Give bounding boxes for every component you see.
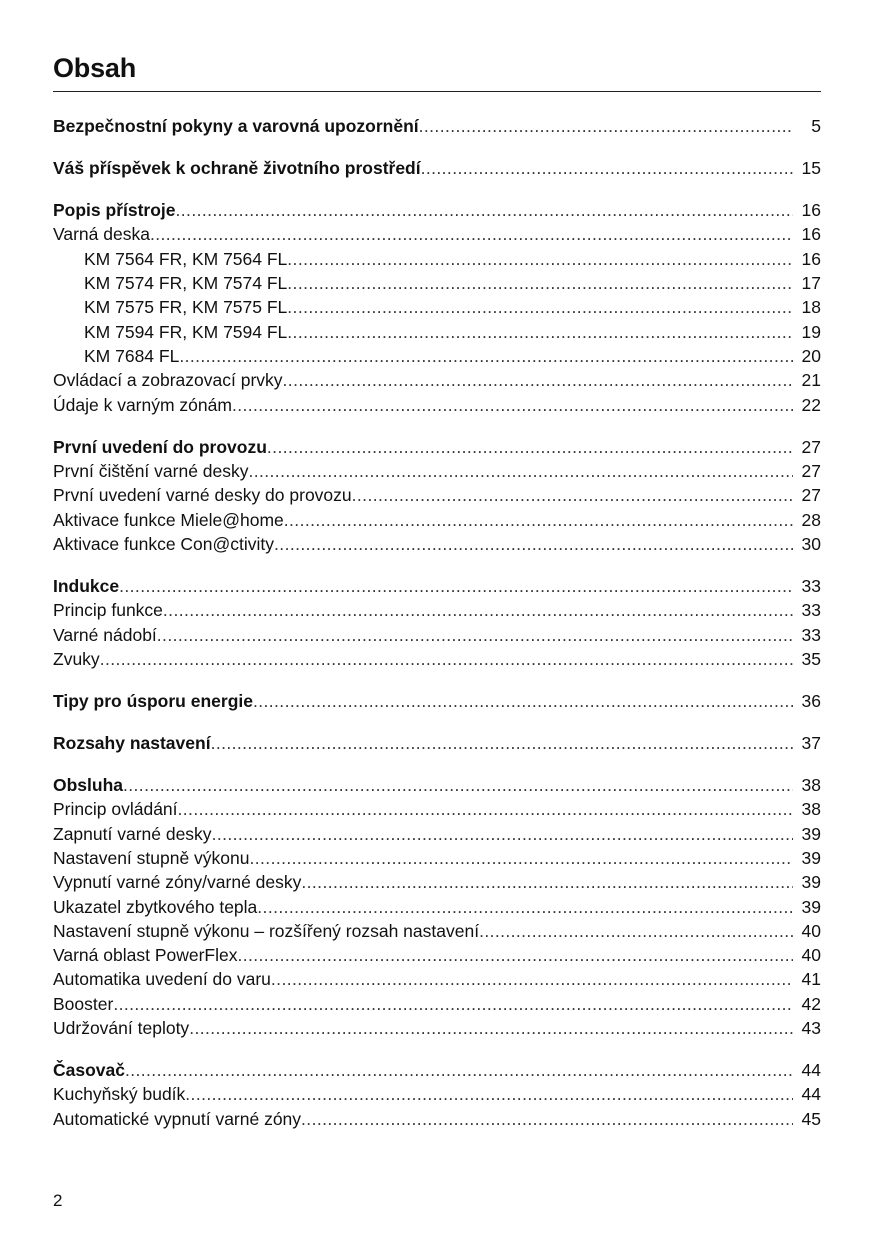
toc-entry-page: 17 (801, 273, 821, 294)
toc-entry-page: 33 (801, 624, 821, 645)
toc-entry[interactable] (53, 393, 821, 417)
dot-leader (284, 508, 793, 532)
toc-section (53, 1058, 821, 1131)
toc-entry-title: Booster (53, 993, 114, 1014)
dot-leader (421, 156, 793, 180)
toc-subentry[interactable] (53, 295, 821, 319)
toc-heading-entry[interactable] (53, 731, 821, 755)
toc-entry-title: Princip ovládání (53, 799, 178, 820)
toc-entry-page: 44 (801, 1084, 821, 1105)
toc-entry-title: Časovač (53, 1060, 125, 1081)
dot-leader (274, 532, 792, 556)
toc-entry[interactable] (53, 797, 821, 821)
toc-entry-page: 20 (801, 345, 821, 366)
toc-entry-title: Varné nádobí (53, 624, 157, 645)
toc-entry-title: Váš příspěvek k ochraně životního prostředí (53, 158, 421, 179)
toc-entry-title: Indukce (53, 575, 120, 596)
toc-entry[interactable] (53, 967, 821, 991)
toc-entry-page: 39 (801, 896, 821, 917)
toc-entry-page: 19 (801, 321, 821, 342)
dot-leader (267, 435, 793, 459)
toc-entry-page: 39 (801, 848, 821, 868)
toc-section (53, 689, 821, 713)
toc-entry-page: 39 (801, 872, 821, 893)
toc-entry-page: 16 (801, 248, 821, 269)
toc-entry-page: 21 (801, 370, 821, 391)
toc-heading-entry[interactable] (53, 114, 821, 138)
toc-section (53, 773, 821, 1040)
toc-entry-page: 35 (801, 648, 821, 669)
toc-entry[interactable] (53, 532, 821, 556)
dot-leader (253, 689, 793, 713)
toc-entry-title: KM 7684 FL (84, 345, 180, 366)
toc-subentry[interactable] (53, 344, 821, 368)
toc-entry-page: 43 (801, 1018, 821, 1039)
toc-entry-title: KM 7564 FR, KM 7564 FL (84, 248, 288, 269)
toc-entry-page: 38 (801, 775, 821, 796)
toc-entry[interactable] (53, 598, 821, 622)
toc-section (53, 114, 821, 138)
toc-entry[interactable] (53, 895, 821, 919)
toc-heading-entry[interactable] (53, 198, 821, 222)
toc-entry-page: 33 (801, 575, 821, 596)
dot-leader (271, 967, 793, 991)
toc-entry-page: 37 (801, 733, 821, 754)
toc-entry-title: KM 7594 FR, KM 7594 FL (84, 321, 288, 342)
toc-entry-title: První čištění varné desky (53, 460, 249, 481)
toc-entry[interactable] (53, 623, 821, 647)
toc-entry-page: 41 (801, 969, 821, 990)
toc-section (53, 574, 821, 671)
dot-leader (157, 623, 793, 647)
toc-entry[interactable] (53, 1016, 821, 1040)
toc-heading-entry[interactable] (53, 574, 821, 598)
dot-leader (287, 247, 792, 271)
toc-entry-title: Údaje k varným zónám (53, 394, 232, 415)
toc-heading-entry[interactable] (53, 435, 821, 459)
toc-entry-page: 40 (801, 945, 821, 966)
toc-section (53, 198, 821, 417)
toc-heading-entry[interactable] (53, 1058, 821, 1082)
toc-heading-entry[interactable] (53, 773, 821, 797)
toc-entry-page: 33 (801, 600, 821, 621)
toc-entry-page: 44 (801, 1060, 821, 1081)
toc-section (53, 435, 821, 556)
toc-entry[interactable] (53, 846, 821, 870)
dot-leader (185, 1082, 792, 1106)
toc-entry-title: Obsluha (53, 775, 124, 796)
toc-entry[interactable] (53, 222, 821, 246)
dot-leader (211, 731, 793, 755)
toc-entry-page: 22 (801, 394, 821, 415)
dot-leader (178, 797, 793, 821)
dot-leader (163, 598, 793, 622)
toc-entry-page: 28 (801, 509, 821, 530)
dot-leader (179, 344, 792, 368)
toc-entry-page: 27 (801, 460, 821, 481)
page-number: 2 (53, 1191, 63, 1210)
toc-entry-page: 5 (811, 116, 821, 136)
toc-entry[interactable] (53, 1107, 821, 1131)
toc-entry-title: Ovládací a zobrazovací prvky (53, 370, 283, 391)
toc-subentry[interactable] (53, 271, 821, 295)
toc-entry-page: 30 (801, 533, 821, 554)
toc-entry-title: Popis přístroje (53, 200, 176, 221)
dot-leader (287, 295, 792, 319)
dot-leader (287, 271, 792, 295)
toc-entry-title: Varná deska (53, 224, 150, 245)
toc-entry[interactable] (53, 1082, 821, 1106)
dot-leader (249, 459, 793, 483)
dot-leader (419, 114, 793, 138)
dot-leader (352, 483, 793, 507)
dot-leader (189, 1016, 792, 1040)
toc-entry-title: Ukazatel zbytkového tepla (53, 896, 258, 917)
toc-entry-page: 16 (801, 200, 821, 221)
dot-leader (287, 320, 792, 344)
toc-entry-page: 36 (801, 690, 821, 711)
title-divider (53, 91, 821, 92)
dot-leader (301, 1107, 792, 1131)
toc-entry-title: Zapnutí varné desky (53, 823, 212, 844)
toc-entry[interactable] (53, 459, 821, 483)
toc-entry[interactable] (53, 992, 821, 1016)
toc-entry-title: První uvedení do provozu (53, 436, 267, 457)
toc-entry-title: KM 7575 FR, KM 7575 FL (84, 297, 288, 318)
toc-entry-page: 38 (801, 799, 821, 820)
dot-leader (125, 1058, 793, 1082)
toc-section (53, 156, 821, 180)
toc-entry[interactable] (53, 943, 821, 967)
toc-entry-title: Automatické vypnutí varné zóny (53, 1108, 302, 1129)
toc-entry-title: Tipy pro úsporu energie (53, 690, 253, 711)
toc-entry-title: První uvedení varné desky do provozu (53, 485, 352, 506)
toc-entry-title: Aktivace funkce Miele@home (53, 509, 284, 530)
toc-entry-title: Bezpečnostní pokyny a varovná upozornění (53, 116, 419, 136)
toc-entry[interactable] (53, 870, 821, 894)
page-title: Obsah (53, 53, 137, 83)
toc-entry-page: 27 (801, 485, 821, 506)
toc-entry-title: Nastavení stupně výkonu – rozšířený rozsah nastavení (53, 920, 480, 941)
toc-entry-page: 18 (801, 297, 821, 318)
dot-leader (119, 574, 792, 598)
dot-leader (123, 773, 793, 797)
dot-leader (250, 846, 793, 870)
dot-leader (283, 368, 793, 392)
toc-subentry[interactable] (53, 247, 821, 271)
toc-entry-page: 45 (801, 1108, 821, 1129)
dot-leader (100, 647, 793, 671)
toc-entry-title: KM 7574 FR, KM 7574 FL (84, 273, 288, 294)
toc-entry-title: Udržování teploty (53, 1018, 190, 1039)
toc-entry[interactable] (53, 919, 821, 943)
toc-entry-title: Rozsahy nastavení (53, 733, 211, 754)
dot-leader (301, 870, 792, 894)
toc-entry-title: Zvuky (53, 648, 100, 669)
toc-entry-page: 40 (801, 920, 821, 941)
toc-entry-title: Vypnutí varné zóny/varné desky (53, 872, 302, 893)
dot-leader (257, 895, 792, 919)
dot-leader (238, 943, 793, 967)
toc-subentry[interactable] (53, 320, 821, 344)
dot-leader (113, 992, 792, 1016)
table-of-contents (53, 114, 821, 1149)
toc-entry-title: Kuchyňský budík (53, 1084, 186, 1105)
dot-leader (232, 393, 793, 417)
toc-entry[interactable] (53, 483, 821, 507)
dot-leader (176, 198, 793, 222)
toc-entry-title: Aktivace funkce Con@ctivity (53, 533, 275, 554)
dot-leader (150, 222, 793, 246)
dot-leader (212, 822, 793, 846)
toc-entry[interactable] (53, 822, 821, 846)
toc-entry-title: Varná oblast PowerFlex (53, 945, 238, 966)
toc-entry-page: 27 (801, 436, 821, 457)
toc-entry-page: 42 (801, 993, 821, 1014)
toc-entry-page: 39 (801, 823, 821, 844)
toc-entry[interactable] (53, 647, 821, 671)
toc-heading-entry[interactable] (53, 689, 821, 713)
toc-entry-title: Princip funkce (53, 600, 163, 621)
dot-leader (479, 919, 792, 943)
toc-entry-title: Nastavení stupně výkonu (53, 848, 250, 868)
toc-heading-entry[interactable] (53, 156, 821, 180)
toc-entry-page: 16 (801, 224, 821, 245)
toc-section (53, 731, 821, 755)
toc-entry-title: Automatika uvedení do varu (53, 969, 271, 990)
toc-entry-page: 15 (801, 158, 821, 179)
toc-entry[interactable] (53, 508, 821, 532)
toc-entry[interactable] (53, 368, 821, 392)
